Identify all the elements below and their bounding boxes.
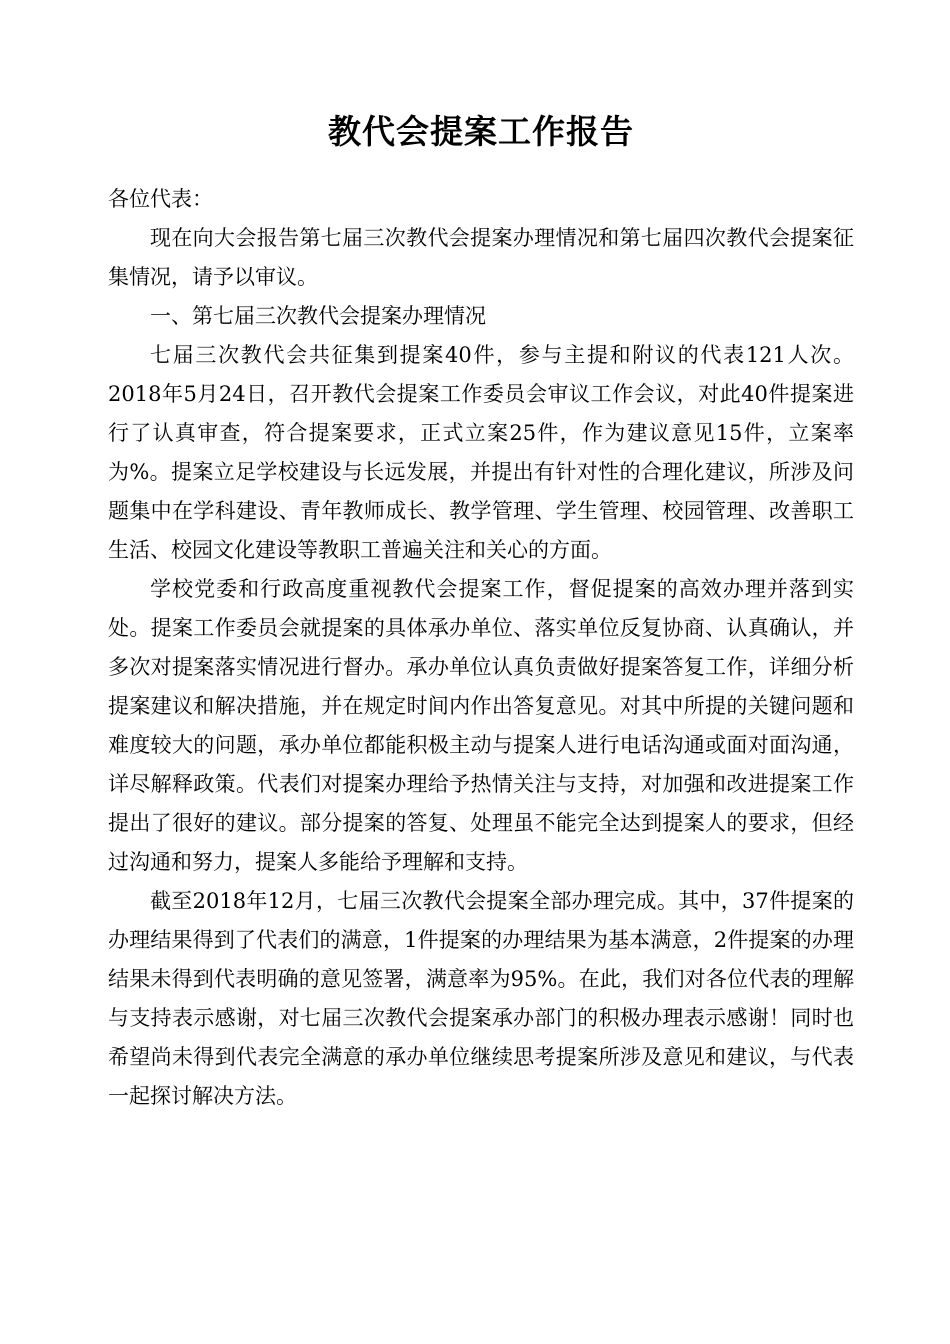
section-heading: 一、第七届三次教代会提案办理情况 bbox=[150, 304, 486, 328]
salutation: 各位代表： bbox=[108, 187, 213, 211]
document-title: 教代会提案工作报告 bbox=[328, 112, 634, 151]
document-body bbox=[108, 180, 854, 1116]
paragraph-proposal-results: 截至2018年12月，七届三次教代会提案全部办理完成。其中，37件提案的办理结果得到了代表们的满意，1件提案的办理结果为基本满意，2件提案的办理结果未得到代表明确的意见签署，满意率为95%。在此，我们对各位代表的理解与支持表示感谢，对七届三次教代会提案承办部门的积极办理表示感谢！同时也希望尚未得到代表完全满意的承办单位继续思考提案所涉及意见和建议，与代表一起探讨解决方法。 bbox=[108, 889, 854, 1108]
paragraph-proposal-handling: 学校党委和行政高度重视教代会提案工作，督促提案的高效办理并落到实处。提案工作委员会就提案的具体承办单位、落实单位反复协商、认真确认，并多次对提案落实情况进行督办。承办单位认真负责做好提案答复工作，详细分析提案建议和解决措施，并在规定时间内作出答复意见。对其中所提的关键问题和难度较大的问题，承办单位都能积极主动与提案人进行电话沟通或面对面沟通，详尽解释政策。代表们对提案办理给予热情关注与支持，对加强和改进提案工作提出了很好的建议。部分提案的答复、处理虽不能完全达到提案人的要求，但经过沟通和努力，提案人多能给予理解和支持。 bbox=[108, 577, 854, 874]
paragraph-proposal-collection: 七届三次教代会共征集到提案40件，参与主提和附议的代表121人次。2018年5月24日，召开教代会提案工作委员会审议工作会议，对此40件提案进行了认真审查，符合提案要求，正式立案25件，作为建议意见15件，立案率为%。提案立足学校建设与长远发展，并提出有针对性的合理化建议，所涉及问题集中在学科建设、青年教师成长、教学管理、学生管理、校园管理、改善职工生活、校园文化建设等教职工普遍关注和关心的方面。 bbox=[108, 343, 854, 562]
intro-paragraph: 现在向大会报告第七届三次教代会提案办理情况和第七届四次教代会提案征集情况，请予以审议。 bbox=[108, 226, 854, 289]
